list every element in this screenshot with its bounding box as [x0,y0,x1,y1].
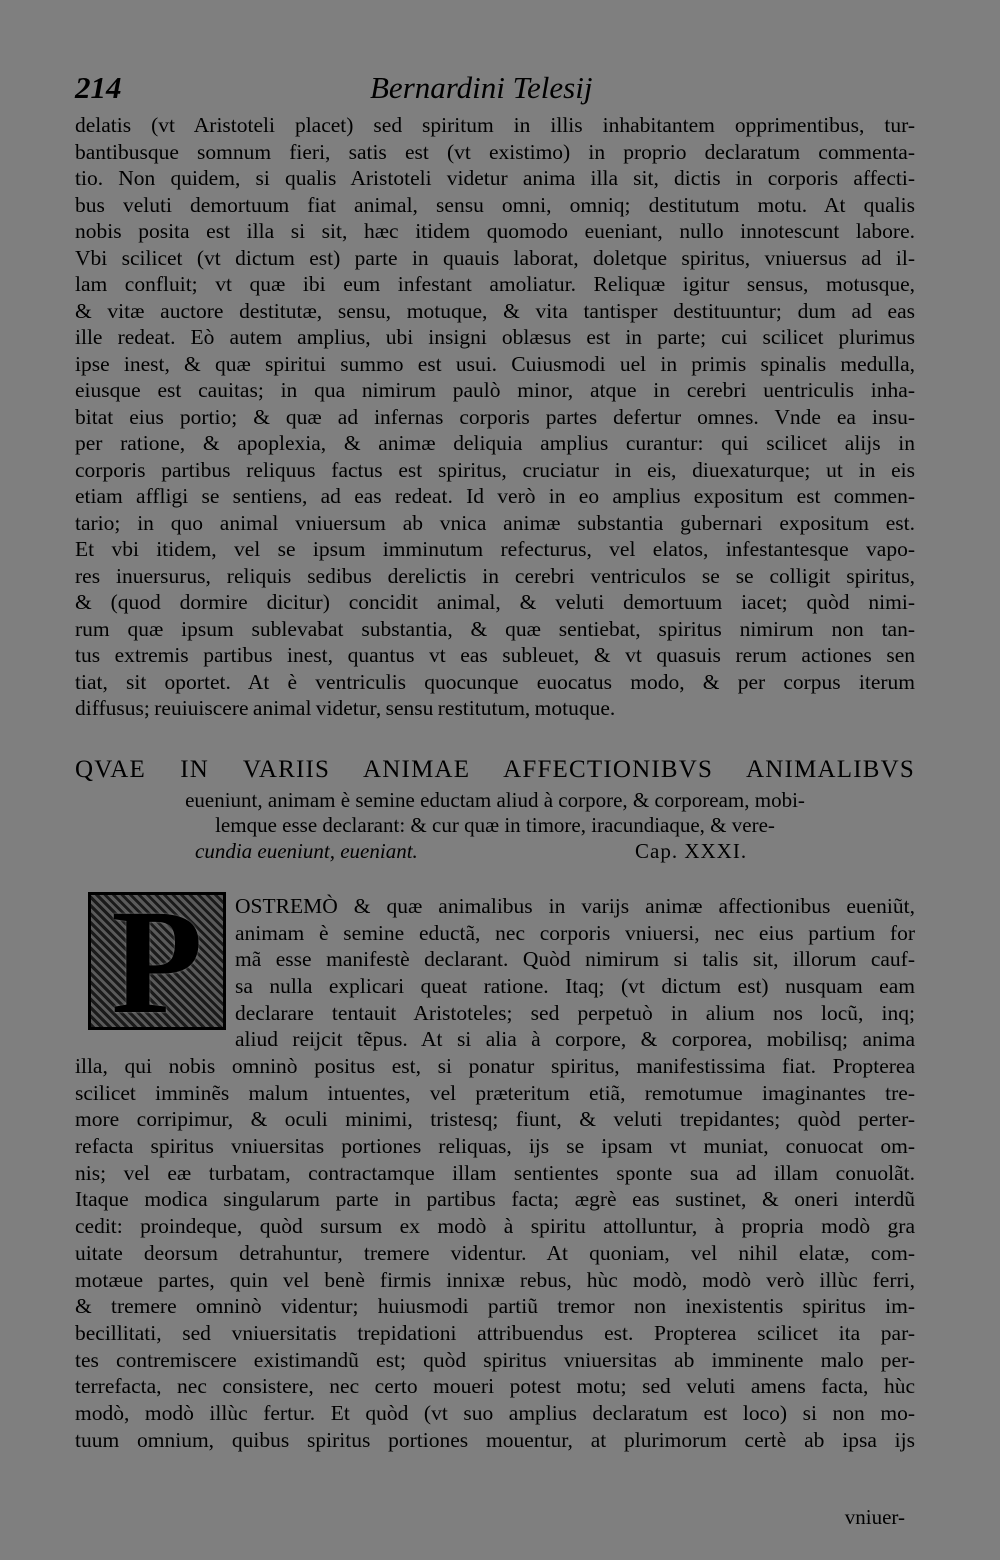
paragraph-1 [75,112,915,722]
text-line: animam è semine eductã, nec corporis vniuersi, nec eius partium for [235,920,915,945]
text-line: lam confluit; vt quæ ibi eum infestant amoliatur. Reliquæ igitur sensus, motusque, [75,272,915,296]
running-head: Bernardini Telesij [370,70,593,105]
paragraph-2 [75,1053,915,1453]
text-line: declarare tentauit Aristoteles; sed perpetuò in alium nos locũ, inq; [235,1000,915,1025]
text-line: tes contremiscere existimandũ est; quòd spiritus vniuersitas ab imminente malo per- [75,1347,915,1372]
text-line: aliud reijcit tẽpus. At si alia à corpore, & corporea, mobilisq; anima [235,1027,915,1052]
page-number: 214 [75,70,122,105]
text-line: modò, modò illùc fertur. Et quòd (vt suo amplius declaratum est loco) si non mo- [75,1400,915,1425]
text-line: delatis (vt Aristoteli placet) sed spiritum in illis inhabitantem opprimentibus, tur- [75,113,915,137]
text-line: bus veluti demortuum fiat animal, sensu omni, omniq; destitutum motu. At qualis [75,192,915,217]
text-line: bitat eius portio; & quæ ad infernas corporis partes defertur omnes. Vnde ea insu- [75,404,915,429]
text-line: ille redeat. Eò autem amplius, ubi insigni oblæsus est in parte; cui scilicet plurimus [75,325,915,349]
chapter-title: QVAE IN VARIIS ANIMAE AFFECTIONIBVS ANIMALIBVS [75,756,915,783]
text-line: diffusus; reuiuiscere animal videtur, sensu restitutum, motuque. [75,696,616,720]
chapter-subtitle-end: cundia eueniunt, eueniant. [195,839,418,863]
chapter-heading [75,752,915,864]
catchword: vniuer- [844,1505,905,1529]
text-line: tario; in quo animal vniuersum ab vnica animæ substantia gubernari expositum est. [75,510,915,535]
text-line: scilicet imminẽs malum intuentes, vel præteritum etiã, remotumue imaginantes tre- [75,1080,915,1105]
text-line: & vitæ auctore destitutæ, sensu, motuque, & vita tantisper destituuntur; dum ad eas [75,298,915,323]
page-header [75,70,935,110]
text-line: illa, qui nobis omninò positus est, si ponatur spiritus, manifestissima fiat. Propterea [75,1054,915,1078]
text-line: terrefacta, nec consistere, nec certo moueri potest motu; sed veluti amens facta, hùc [75,1374,915,1399]
text-line: motæue partes, quin vel benè firmis innixæ rebus, hùc modò, modò verò illùc ferri, [75,1267,915,1292]
text-line: sa nulla explicari queat ratione. Itaq; (vt dictum est) nusquam eam [235,974,915,999]
text-line: Itaque modica singularum parte in partibus facta; ægrè eas sustinet, & oneri interdũ [75,1187,915,1212]
text-line: & tremere omninò videntur; huiusmodi partiũ tremor non inexistentis spiritus im- [75,1294,915,1319]
text-line: refacta spiritus vniuersitas portiones reliquas, ijs se ipsam vt muniat, conuocat om- [75,1134,915,1159]
text-line: Et vbi itidem, vel se ipsum imminutum refecturus, vel elatos, infestantesque vapo- [75,537,915,561]
text-line: corporis partibus reliquus factus est spiritus, cruciatur in eis, diuexaturque; ut in eis [75,457,915,482]
chapter-subtitle-line: lemque esse declarant: & cur quæ in timore, iracundiaque, & vere- [215,813,775,837]
paragraph-2-indented [235,893,915,1053]
text-line: etiam affligi se sentiens, ad eas redeat. Id verò in eo amplius expositum est commen- [75,484,915,508]
text-line: bantibusque somnum fieri, satis est (vt existimo) in proprio declaratum commenta- [75,139,915,164]
initial-letter: P [111,892,203,1030]
text-line: tus extremis partibus inest, quantus vt eas subleuet, & vt quasuis rerum actiones sen [75,643,915,667]
text-line: res inuersurus, reliquis sedibus derelictis in cerebri ventriculos se se colligit spiritus, [75,563,915,588]
text-line: rum quæ ipsum sublevabat substantia, & quæ sentiebat, spiritus nimirum non tan- [75,616,915,641]
text-line: uitate deorsum detrahuntur, tremere videntur. At quoniam, vel nihil elatæ, com- [75,1240,915,1265]
text-line: & (quod dormire dicitur) concidit animal, & veluti demortuum iacet; quòd nimi- [75,590,915,614]
text-line: nis; vel eæ turbatam, contractamque illam sentientes sponte sua ad illam conuolãt. [75,1160,915,1185]
decorated-initial [88,892,226,1030]
text-line: more corripimur, & oculi minimi, tristesq; fiunt, & veluti trepidantes; quòd perter- [75,1107,915,1132]
text-line: OSTREMÒ & quæ animalibus in varijs animæ affectionibus eueniũt, [235,894,915,918]
text-line: nobis posita est illa si sit, hæc itidem quomodo eueniant, nullo innotescunt labore. [75,219,915,243]
text-line: per ratione, & apoplexia, & animæ deliquia amplius curantur: qui scilicet alijs in [75,431,915,455]
text-line: cedit: proindeque, quòd sursum ex modò à spiritu attolluntur, à propria modò gra [75,1214,915,1239]
text-line: tiat, sit oportet. At è ventriculis quocunque euocatus modo, & per corpus iterum [75,669,915,694]
text-line: becillitati, sed vniuersitatis trepidationi attribuendus est. Propterea scilicet ita par- [75,1320,915,1345]
text-line: tio. Non quidem, si qualis Aristoteli videtur anima illa sit, dictis in corporis affecti- [75,166,915,190]
text-line: ipse inest, & quæ spiritui summo est usui. Cuiusmodi uel in primis spinalis medulla, [75,351,915,376]
text-line: mã esse manifestè declarant. Quòd nimirum si talis sit, illorum cauf- [235,947,915,972]
text-line: Vbi scilicet (vt dictum est) parte in quauis laborat, doletque spiritus, vniuersus ad il- [75,245,915,270]
text-line: tuum omnium, quibus spiritus portiones mouentur, at plurimorum certè ab ipsa ijs [75,1427,915,1452]
chapter-number: Cap. XXXI. [635,839,748,863]
chapter-subtitle-line: eueniunt, animam è semine eductam aliud à corpore, & corpoream, mobi- [185,788,805,812]
chapter-last-line [75,838,915,864]
text-line: eiusque est cauitas; in qua nimirum paulò minor, atque in cerebri uentriculis inha- [75,378,915,402]
